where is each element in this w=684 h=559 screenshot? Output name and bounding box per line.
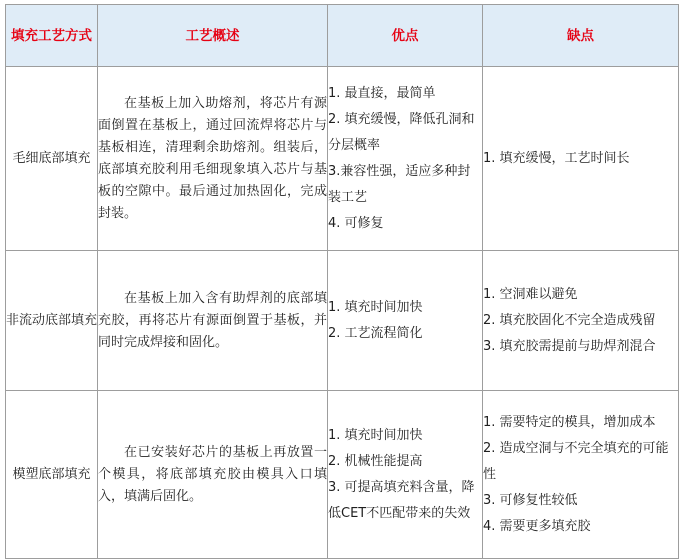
- advantages-cell: [328, 391, 483, 559]
- disadvantage-item: 3. 填充胶需提前与助焊剂混合: [483, 338, 656, 354]
- header-advantages: 优点: [328, 5, 483, 67]
- overview-cell: [98, 391, 328, 559]
- disadvantages-cell: [483, 391, 679, 559]
- disadvantage-item: 2. 填充胶固化不完全造成残留: [483, 312, 656, 328]
- advantage-item: 2. 工艺流程简化: [328, 325, 423, 341]
- advantage-item: 1. 填充时间加快: [328, 299, 423, 315]
- disadvantage-item: 1. 填充缓慢，工艺时间长: [483, 150, 630, 166]
- disadvantage-item: 3. 可修复性较低: [483, 492, 578, 508]
- advantage-item: 2. 机械性能提高: [328, 453, 423, 469]
- header-row: [6, 5, 679, 67]
- advantage-item: 4. 可修复: [328, 215, 384, 231]
- overview-text: 在已安装好芯片的基板上再放置一个模具，将底部填充胶由模具入口填入，填满后固化。: [98, 444, 327, 504]
- overview-text: 在基板上加入含有助焊剂的底部填充胶，再将芯片有源面倒置于基板，并同时完成焊接和固化。: [98, 290, 327, 350]
- method-cell: 毛细底部填充: [6, 67, 98, 251]
- advantage-item: 1. 填充时间加快: [328, 427, 423, 443]
- advantage-item: 1. 最直接，最简单: [328, 85, 436, 101]
- overview-text: 在基板上加入助熔剂，将芯片有源面倒置在基板上，通过回流焊将芯片与基板相连，清理剩余助熔剂。组装后，底部填充胶利用毛细现象填入芯片与基板的空隙中。最后通过加热固化，完成封装。: [98, 95, 327, 221]
- table-row: [6, 251, 679, 391]
- disadvantage-item: 1. 需要特定的模具，增加成本: [483, 414, 656, 430]
- disadvantages-cell: [483, 67, 679, 251]
- overview-cell: [98, 251, 328, 391]
- header-method: 填充工艺方式: [6, 5, 98, 67]
- disadvantages-cell: [483, 251, 679, 391]
- advantage-item: 3.兼容性强，适应多种封装工艺: [328, 163, 471, 205]
- overview-cell: [98, 67, 328, 251]
- disadvantage-item: 2. 造成空洞与不完全填充的可能性: [483, 440, 669, 482]
- process-comparison-table: [5, 4, 679, 559]
- advantage-item: 3. 可提高填充料含量，降低CET不匹配带来的失效: [328, 479, 475, 521]
- advantages-cell: [328, 67, 483, 251]
- advantage-item: 2. 填充缓慢，降低孔洞和分层概率: [328, 111, 475, 153]
- method-cell: 模塑底部填充: [6, 391, 98, 559]
- table-row: [6, 67, 679, 251]
- table-row: [6, 391, 679, 559]
- method-cell: 非流动底部填充: [6, 251, 98, 391]
- advantages-cell: [328, 251, 483, 391]
- header-overview: 工艺概述: [98, 5, 328, 67]
- disadvantage-item: 4. 需要更多填充胶: [483, 518, 591, 534]
- header-disadvantages: 缺点: [483, 5, 679, 67]
- disadvantage-item: 1. 空洞难以避免: [483, 286, 578, 302]
